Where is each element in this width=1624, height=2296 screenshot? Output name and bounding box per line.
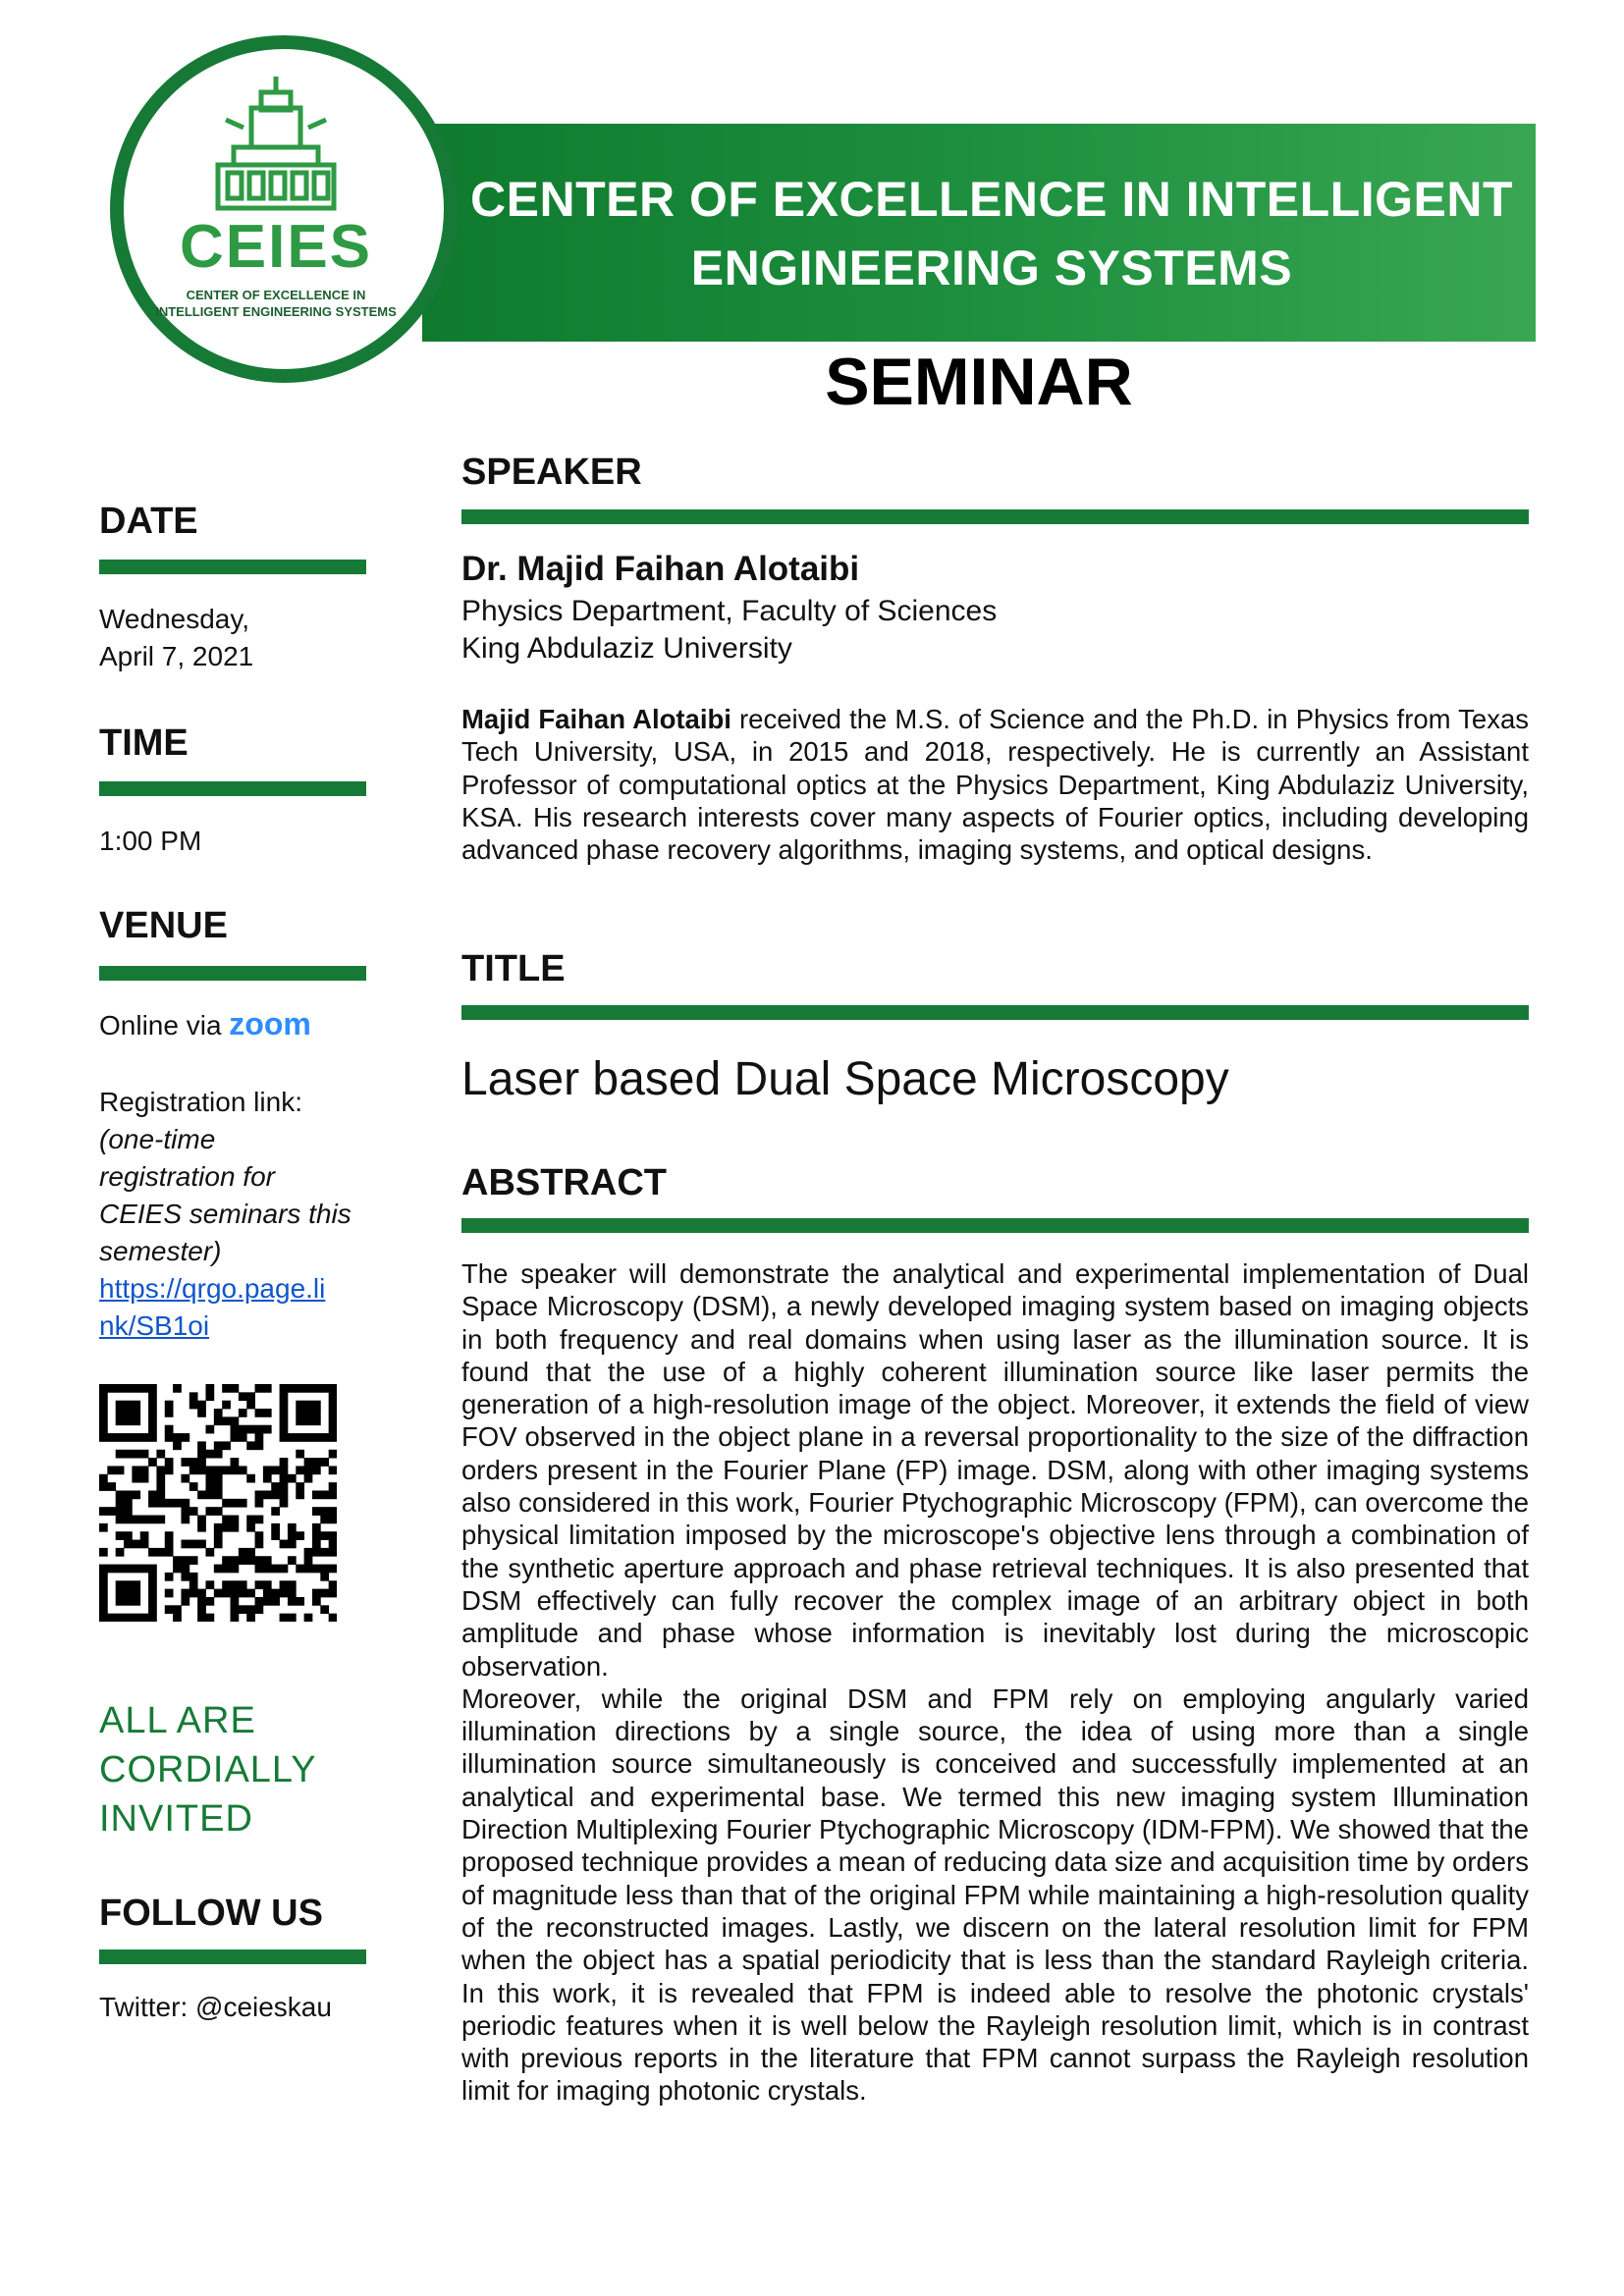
speaker-heading: SPEAKER [461,452,642,493]
speaker-bio: Majid Faihan Alotaibi received the M.S. of Science and the Ph.D. in Physics from Texas Tech University, USA, in 2015 and 2018, respectively. He is currently an Assistant Professor of computational optics at the Physics Department, King Abdulaziz University, KSA. His research interests cover many aspects of Fourier optics, including developing advanced phase recovery algorithms, imaging systems, and optical designs. [461,704,1529,866]
speaker-divider [461,509,1529,524]
registration-label: Registration link: [99,1087,302,1117]
date-value: Wednesday, April 7, 2021 [99,604,254,671]
svg-text:INTELLIGENT ENGINEERING SYSTEM: INTELLIGENT ENGINEERING SYSTEMS [155,304,397,319]
abstract-paragraph: The speaker will demonstrate the analytical and experimental implementation of Dual Space Microscopy (DSM), a newly developed imaging system based on imaging objects in both frequency and real domains when using laser as the illumination source. It is found that the use of a highly coherent illumination source like laser permits the generation of a high-resolution image of the object. Moreover, it extends the field of view FOV observed in the object plane in a reversal proportionality to the size of the diffraction orders present in the Fourier Plane (FP) image. DSM, along with other imaging systems also considered in this work, Fourier Ptychographic Microscopy (FPM), can overcome the physical limitation imposed by the microscope's objective lens through a combination of the synthetic aperture approach and phase retrieval techniques. It is also presented that DSM effectively can fully recover the complex image of an arbitrary object in both amplitude and phase whose information is inevitably lost during the microscopic observation. [461,1258,1529,1682]
seminar-title: SEMINAR [825,345,1133,419]
venue-heading: VENUE [99,905,228,946]
registration-link[interactable]: https://qrgo.page.li nk/SB1oi [99,1273,326,1341]
follow-divider [99,1949,366,1964]
qr-code-icon [99,1384,337,1622]
zoom-logo: zoom [229,1006,311,1041]
registration-block: Registration link: (one-time registration for CEIES seminars this semester) https://qrgo.page.li nk/SB1oi [99,1084,366,1345]
banner-title: CENTER OF EXCELLENCE IN INTELLIGENT ENGINEERING SYSTEMS [470,172,1513,295]
time-value: 1:00 PM [99,826,202,856]
venue-value: Online via zoom [99,1006,311,1041]
twitter-handle[interactable]: Twitter: @ceieskau [99,1992,332,2022]
speaker-affiliation: Physics Department, Faculty of Sciences King Abdulaziz University [461,595,998,665]
speaker-name: Dr. Majid Faihan Alotaibi [461,550,860,588]
ceies-logo [110,35,458,383]
invitation-text: ALL ARE CORDIALLY INVITED [99,1700,317,1840]
talk-title: Laser based Dual Space Microscopy [461,1053,1229,1105]
qr-code[interactable] [99,1384,337,1622]
title-divider [461,1005,1529,1020]
date-divider [99,560,366,574]
title-heading: TITLE [461,948,566,989]
svg-text:CEIES: CEIES [179,213,373,281]
venue-divider [99,966,366,981]
abstract-paragraph: Moreover, while the original DSM and FPM rely on employing angularly varied illumination directions by a single source, the idea of using more than a single illumination source simultaneously is conceived and successfully implemented at an analytical and experimental base. We termed this new imaging system Illumination Direction Multiplexing Fourier Ptychographic Microscopy (IDM-FPM). We showed that the proposed technique provides a mean of reducing data size and acquisition time by orders of magnitude less than that of the original FPM while maintaining a high-resolution quality of the reconstructed images. Lastly, we discern on the lateral resolution limit for FPM when the object has a spatial periodicity that is less than the standard Rayleigh criteria. In this work, it is revealed that FPM is indeed able to resolve the photonic crystals' periodic features when it is well below the Rayleigh resolution limit, which is in contrast with previous reports in the literature that FPM cannot surpass the Rayleigh resolution limit for imaging photonic crystals. [461,1682,1529,2107]
abstract-body [461,1257,1529,2108]
time-heading: TIME [99,722,189,764]
time-divider [99,781,366,796]
abstract-divider [461,1218,1529,1233]
date-heading: DATE [99,501,198,542]
svg-text:CENTER OF EXCELLENCE IN: CENTER OF EXCELLENCE IN [186,288,366,302]
abstract-heading: ABSTRACT [461,1162,667,1203]
follow-heading: FOLLOW US [99,1893,323,1934]
building-icon [124,49,444,369]
